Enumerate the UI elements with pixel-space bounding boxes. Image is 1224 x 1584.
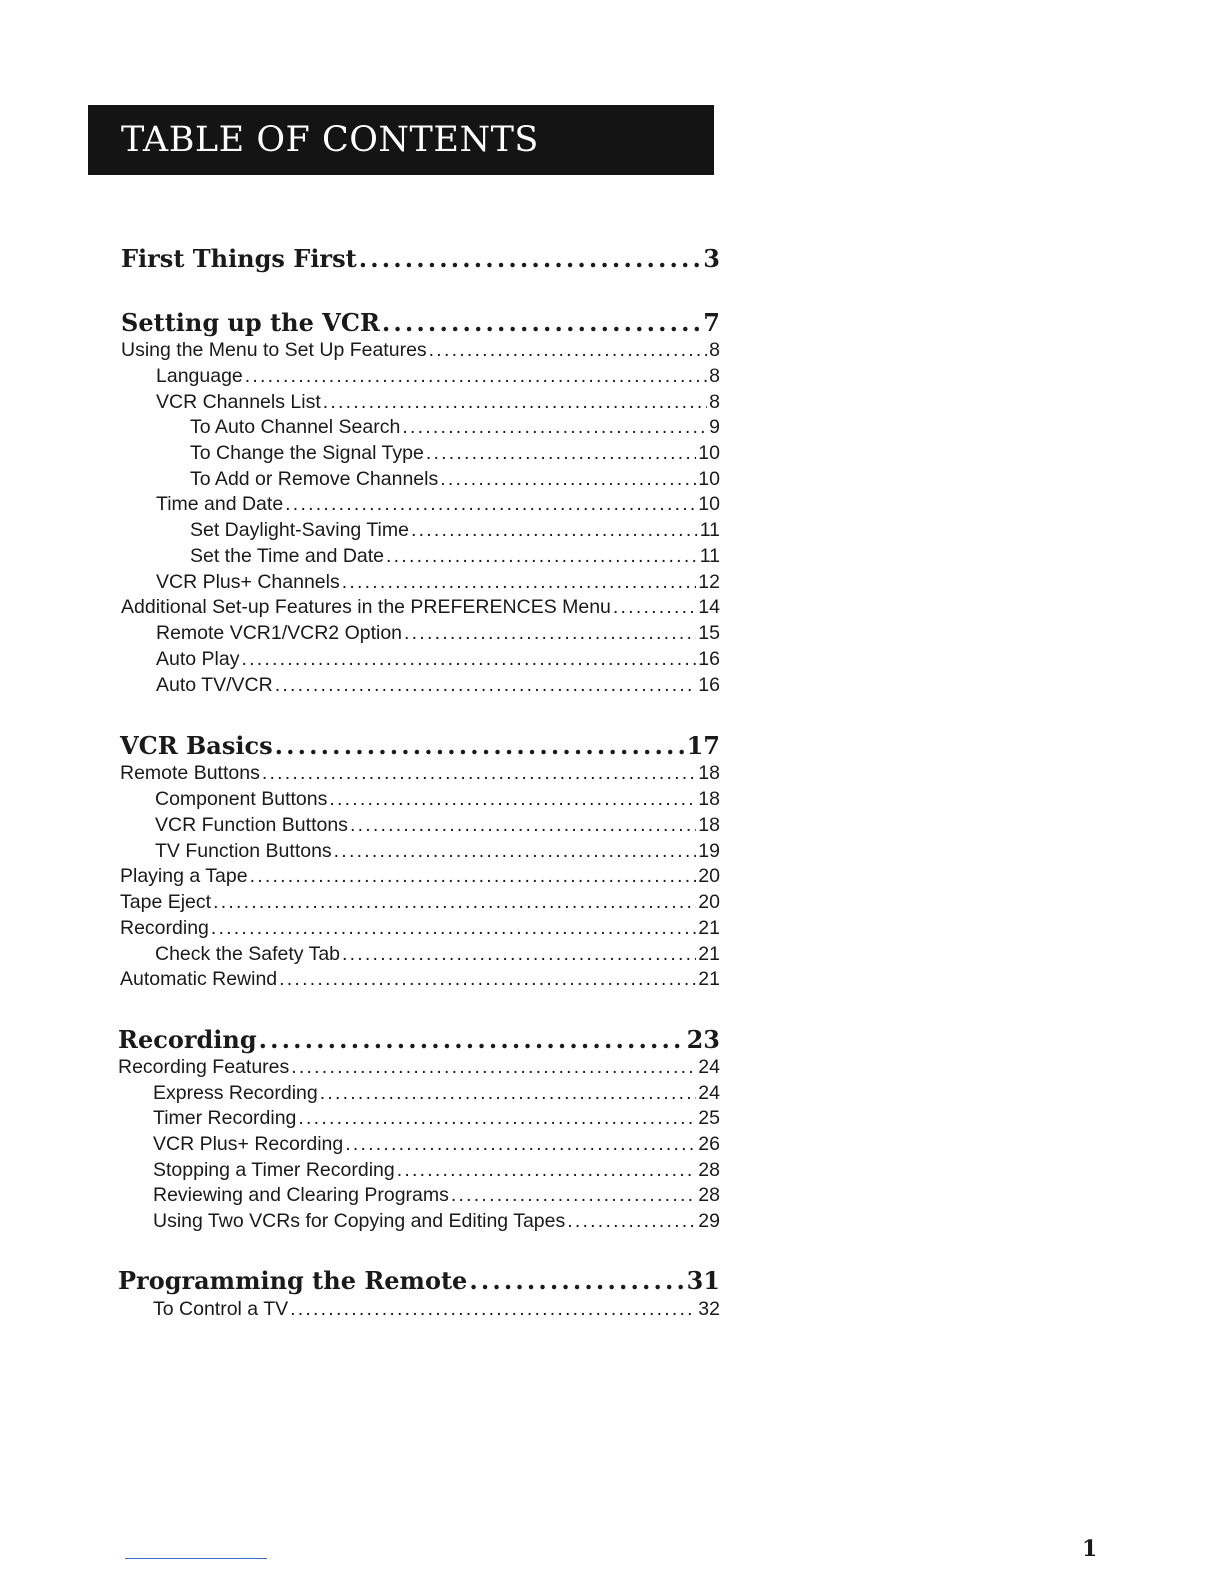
toc-entry-page: 18 — [698, 762, 720, 784]
dot-leader — [298, 1107, 696, 1130]
toc-entry-page: 9 — [709, 416, 720, 438]
toc-entry-page: 10 — [698, 468, 720, 490]
toc-entry-label: Recording Features — [118, 1056, 290, 1078]
toc-entry — [156, 391, 720, 415]
toc-entry-page: 26 — [698, 1133, 720, 1155]
dot-leader — [345, 1133, 696, 1156]
toc-entry-label: Using Two VCRs for Copying and Editing Tapes — [153, 1210, 566, 1232]
dot-leader — [275, 731, 685, 760]
toc-entry-page: 15 — [698, 622, 720, 644]
toc-entry-label: VCR Plus+ Channels — [156, 571, 340, 593]
dot-leader — [382, 308, 701, 337]
toc-entry-page: 21 — [698, 943, 720, 965]
toc-entry-page: 8 — [709, 391, 720, 413]
toc-section-entry — [120, 731, 720, 761]
toc-entry — [153, 1082, 720, 1106]
dot-leader — [259, 1025, 685, 1054]
toc-entry-label: Time and Date — [156, 493, 284, 515]
toc-entry — [155, 814, 720, 838]
dot-leader — [386, 545, 698, 568]
toc-entry — [190, 468, 720, 492]
dot-leader — [290, 1298, 696, 1321]
dot-leader — [429, 339, 707, 362]
toc-entry-label: Check the Safety Tab — [155, 943, 341, 965]
toc-entry — [153, 1107, 720, 1131]
toc-entry-label: Auto TV/VCR — [156, 674, 273, 696]
toc-entry-label: Timer Recording — [153, 1107, 297, 1129]
dot-leader — [241, 648, 696, 671]
dot-leader — [279, 968, 696, 991]
toc-entry — [155, 788, 720, 812]
dot-leader — [342, 943, 696, 966]
toc-entry-label: Language — [156, 365, 243, 387]
toc-entry-page: 12 — [698, 571, 720, 593]
toc-entry — [121, 339, 720, 363]
toc-entry — [121, 596, 720, 620]
toc-entry-page: 31 — [686, 1266, 720, 1295]
toc-entry-page: 24 — [698, 1082, 720, 1104]
toc-entry-page: 32 — [698, 1298, 720, 1320]
toc-entry-label: VCR Basics — [120, 731, 273, 760]
toc-entry-label: To Auto Channel Search — [190, 416, 401, 438]
dot-leader — [451, 1184, 696, 1207]
toc-entry — [190, 519, 720, 543]
dot-leader — [469, 1266, 684, 1295]
toc-entry — [120, 968, 720, 992]
toc-entry-page: 20 — [698, 865, 720, 887]
toc-entry-label: Recording — [120, 917, 209, 939]
toc-entry — [156, 571, 720, 595]
toc-entry-label: First Things First — [121, 244, 357, 273]
toc-entry-page: 18 — [698, 814, 720, 836]
toc-entry — [153, 1298, 720, 1322]
toc-entry-page: 14 — [698, 596, 720, 618]
toc-entry-page: 20 — [698, 891, 720, 913]
toc-section-entry — [121, 244, 720, 274]
dot-leader — [213, 891, 696, 914]
toc-entry-label: Express Recording — [153, 1082, 318, 1104]
toc-entry-page: 28 — [698, 1184, 720, 1206]
dot-leader — [426, 442, 696, 465]
toc-entry-page: 16 — [698, 674, 720, 696]
page-number: 1 — [1082, 1536, 1098, 1562]
toc-entry-page: 16 — [698, 648, 720, 670]
dot-leader — [323, 391, 707, 414]
dot-leader — [250, 865, 697, 888]
toc-entry-label: Remote VCR1/VCR2 Option — [156, 622, 403, 644]
dot-leader — [329, 788, 696, 811]
toc-entry-label: Tape Eject — [120, 891, 212, 913]
toc-entry — [156, 648, 720, 672]
toc-entry — [120, 891, 720, 915]
toc-entry-page: 21 — [698, 968, 720, 990]
dot-leader — [245, 365, 707, 388]
dot-leader — [359, 244, 702, 273]
toc-entry-page: 11 — [699, 545, 720, 567]
toc-entry — [120, 762, 720, 786]
toc-entry-page: 19 — [698, 840, 720, 862]
toc-entry-label: Set Daylight-Saving Time — [190, 519, 409, 541]
toc-entry — [153, 1184, 720, 1208]
toc-entry-label: Remote Buttons — [120, 762, 260, 784]
toc-entry-page: 8 — [709, 339, 720, 361]
toc-entry-label: To Control a TV — [153, 1298, 289, 1320]
toc-entry-label: Set the Time and Date — [190, 545, 385, 567]
toc-entry — [120, 917, 720, 941]
toc-entry — [118, 1056, 720, 1080]
toc-section-entry — [121, 308, 720, 338]
toc-entry-page: 24 — [698, 1056, 720, 1078]
toc-entry — [153, 1210, 720, 1234]
toc-entry-page: 21 — [698, 917, 720, 939]
toc-entry-page: 11 — [699, 519, 720, 541]
dot-leader — [291, 1056, 696, 1079]
footer-rule — [125, 1558, 267, 1559]
toc-entry-label: Playing a Tape — [120, 865, 248, 887]
toc-entry-label: Automatic Rewind — [120, 968, 278, 990]
toc-entry-label: Recording — [118, 1025, 257, 1054]
toc-entry — [120, 865, 720, 889]
toc-entry-page: 18 — [698, 788, 720, 810]
dot-leader — [404, 622, 696, 645]
toc-entry-label: Component Buttons — [155, 788, 328, 810]
toc-entry-label: VCR Channels List — [156, 391, 321, 413]
dot-leader — [613, 596, 696, 619]
toc-entry — [156, 493, 720, 517]
toc-entry — [155, 943, 720, 967]
toc-entry-page: 10 — [698, 442, 720, 464]
toc-entry-page: 8 — [709, 365, 720, 387]
dot-leader — [567, 1210, 696, 1233]
toc-entry-page: 23 — [686, 1025, 720, 1054]
toc-entry-label: Reviewing and Clearing Programs — [153, 1184, 449, 1206]
dot-leader — [285, 493, 696, 516]
toc-entry-page: 25 — [698, 1107, 720, 1129]
toc-entry-label: VCR Plus+ Recording — [153, 1133, 344, 1155]
toc-entry — [155, 840, 720, 864]
toc-entry-label: Setting up the VCR — [121, 308, 380, 337]
toc-entry-label: Using the Menu to Set Up Features — [121, 339, 427, 361]
dot-leader — [334, 840, 697, 863]
toc-entry-label: To Add or Remove Channels — [190, 468, 439, 490]
toc-entry — [156, 365, 720, 389]
toc-entry — [156, 622, 720, 646]
toc-entry-label: Additional Set-up Features in the PREFERENCES Menu — [121, 596, 611, 618]
toc-entry-page: 3 — [703, 244, 720, 273]
page-title: TABLE OF CONTENTS — [88, 105, 714, 175]
toc-section-entry — [118, 1025, 720, 1055]
toc-entry-page: 29 — [698, 1210, 720, 1232]
dot-leader — [342, 571, 697, 594]
dot-leader — [397, 1159, 697, 1182]
toc-entry — [190, 442, 720, 466]
toc-entry-page: 28 — [698, 1159, 720, 1181]
toc-section-entry — [118, 1266, 720, 1296]
toc-entry — [190, 545, 720, 569]
toc-entry-page: 17 — [686, 731, 720, 760]
dot-leader — [320, 1082, 697, 1105]
toc-entry — [156, 674, 720, 698]
dot-leader — [411, 519, 698, 542]
dot-leader — [275, 674, 697, 697]
toc-entry-label: To Change the Signal Type — [190, 442, 424, 464]
toc-entry-label: TV Function Buttons — [155, 840, 332, 862]
toc-entry-label: Auto Play — [156, 648, 240, 670]
toc-entry — [153, 1133, 720, 1157]
toc-entry-label: VCR Function Buttons — [155, 814, 348, 836]
toc-entry-page: 10 — [698, 493, 720, 515]
toc-entry — [153, 1159, 720, 1183]
toc-entry-label: Stopping a Timer Recording — [153, 1159, 395, 1181]
dot-leader — [440, 468, 696, 491]
toc-entry-page: 7 — [703, 308, 720, 337]
toc-entry-label: Programming the Remote — [118, 1266, 468, 1295]
toc-entry — [190, 416, 720, 440]
dot-leader — [211, 917, 696, 940]
dot-leader — [350, 814, 696, 837]
dot-leader — [402, 416, 707, 439]
dot-leader — [262, 762, 696, 785]
